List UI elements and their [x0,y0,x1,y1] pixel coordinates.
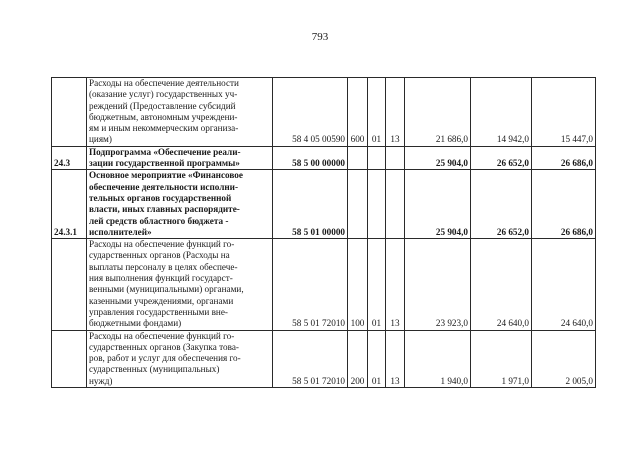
description-line: циям) [89,134,112,145]
description-line: реждений (Предоставление субсидий [89,100,236,111]
description-line: венными (муниципальными) органами, [89,284,244,295]
section-cell [368,170,386,239]
amount-year3-cell: 26 686,0 [532,170,596,239]
description-line: сударственных органов (Расходы на [89,250,230,261]
description-cell [87,78,273,147]
description-line: Расходы на обеспечение функций го- [89,239,235,250]
description-line: Подпрограмма «Обеспечение реали- [89,146,241,157]
subsection-cell [386,170,405,239]
amount-year2-cell: 24 640,0 [471,239,532,330]
section-cell: 01 [368,78,386,147]
amount-year3-cell: 24 640,0 [532,239,596,330]
description-line: зации государственной программы» [89,158,240,169]
description-line: управления государственными вне- [89,306,228,317]
table-row [52,330,596,387]
description-line: сударственных органов (Закупка това- [89,341,239,352]
expense-type-cell: 100 [348,239,368,330]
description-line: казенными учреждениями, органами [89,295,234,306]
table-row [52,239,596,330]
row-number-cell [52,330,87,387]
target-code-cell: 58 5 00 00000 [273,146,348,170]
row-number-cell: 24.3 [52,146,87,170]
description-line: сударственных (муниципальных) [89,364,220,375]
description-line: исполнителей» [89,226,152,237]
description-line: Расходы на обеспечение деятельности [89,78,239,88]
expense-type-cell [348,170,368,239]
row-number-cell [52,239,87,330]
target-code-cell: 58 5 01 00000 [273,170,348,239]
description-cell [87,239,273,330]
section-cell: 01 [368,330,386,387]
table-row [52,146,596,170]
description-line: тельных органов государственной [89,192,232,203]
description-cell [87,330,273,387]
expense-type-cell: 200 [348,330,368,387]
amount-year2-cell: 14 942,0 [471,78,532,147]
description-cell [87,146,273,170]
subsection-cell [386,146,405,170]
row-number-cell [52,78,87,147]
description-line: обеспечение деятельности исполни- [89,181,239,192]
amount-year1-cell: 1 940,0 [405,330,471,387]
section-cell: 01 [368,239,386,330]
table-row [52,170,596,239]
description-line: ров, работ и услуг для обеспечения го- [89,353,241,364]
description-line: ния выполнения функций государст- [89,273,233,284]
description-line: Расходы на обеспечение функций го- [89,330,235,341]
amount-year1-cell: 25 904,0 [405,170,471,239]
amount-year2-cell: 26 652,0 [471,146,532,170]
amount-year1-cell: 23 923,0 [405,239,471,330]
amount-year3-cell: 15 447,0 [532,78,596,147]
expense-type-cell [348,146,368,170]
amount-year2-cell: 1 971,0 [471,330,532,387]
amount-year3-cell: 26 686,0 [532,146,596,170]
description-line: власти, иных главных распорядите- [89,204,240,215]
description-line: Основное мероприятие «Финансовое [89,170,243,181]
amount-year1-cell: 21 686,0 [405,78,471,147]
section-cell [368,146,386,170]
description-line: (оказание услуг) государственных уч- [89,89,238,100]
description-line: лей средств областного бюджета - [89,215,229,226]
amount-year2-cell: 26 652,0 [471,170,532,239]
budget-table [51,77,596,388]
expense-type-cell: 600 [348,78,368,147]
target-code-cell: 58 4 05 00590 [273,78,348,147]
table-row [52,78,596,147]
description-line: нужд) [89,375,113,386]
amount-year3-cell: 2 005,0 [532,330,596,387]
page-number: 793 [311,31,329,43]
description-line: выплаты персоналу в целях обеспече- [89,261,238,272]
row-number-cell: 24.3.1 [52,170,87,239]
subsection-cell: 13 [386,239,405,330]
description-line: ям и иным некоммерческим организа- [89,123,239,134]
subsection-cell: 13 [386,330,405,387]
subsection-cell: 13 [386,78,405,147]
description-line: бюджетными фондами) [89,318,182,329]
target-code-cell: 58 5 01 72010 [273,239,348,330]
description-line: бюджетным, автономным учреждени- [89,111,238,122]
target-code-cell: 58 5 01 72010 [273,330,348,387]
description-cell [87,170,273,239]
amount-year1-cell: 25 904,0 [405,146,471,170]
